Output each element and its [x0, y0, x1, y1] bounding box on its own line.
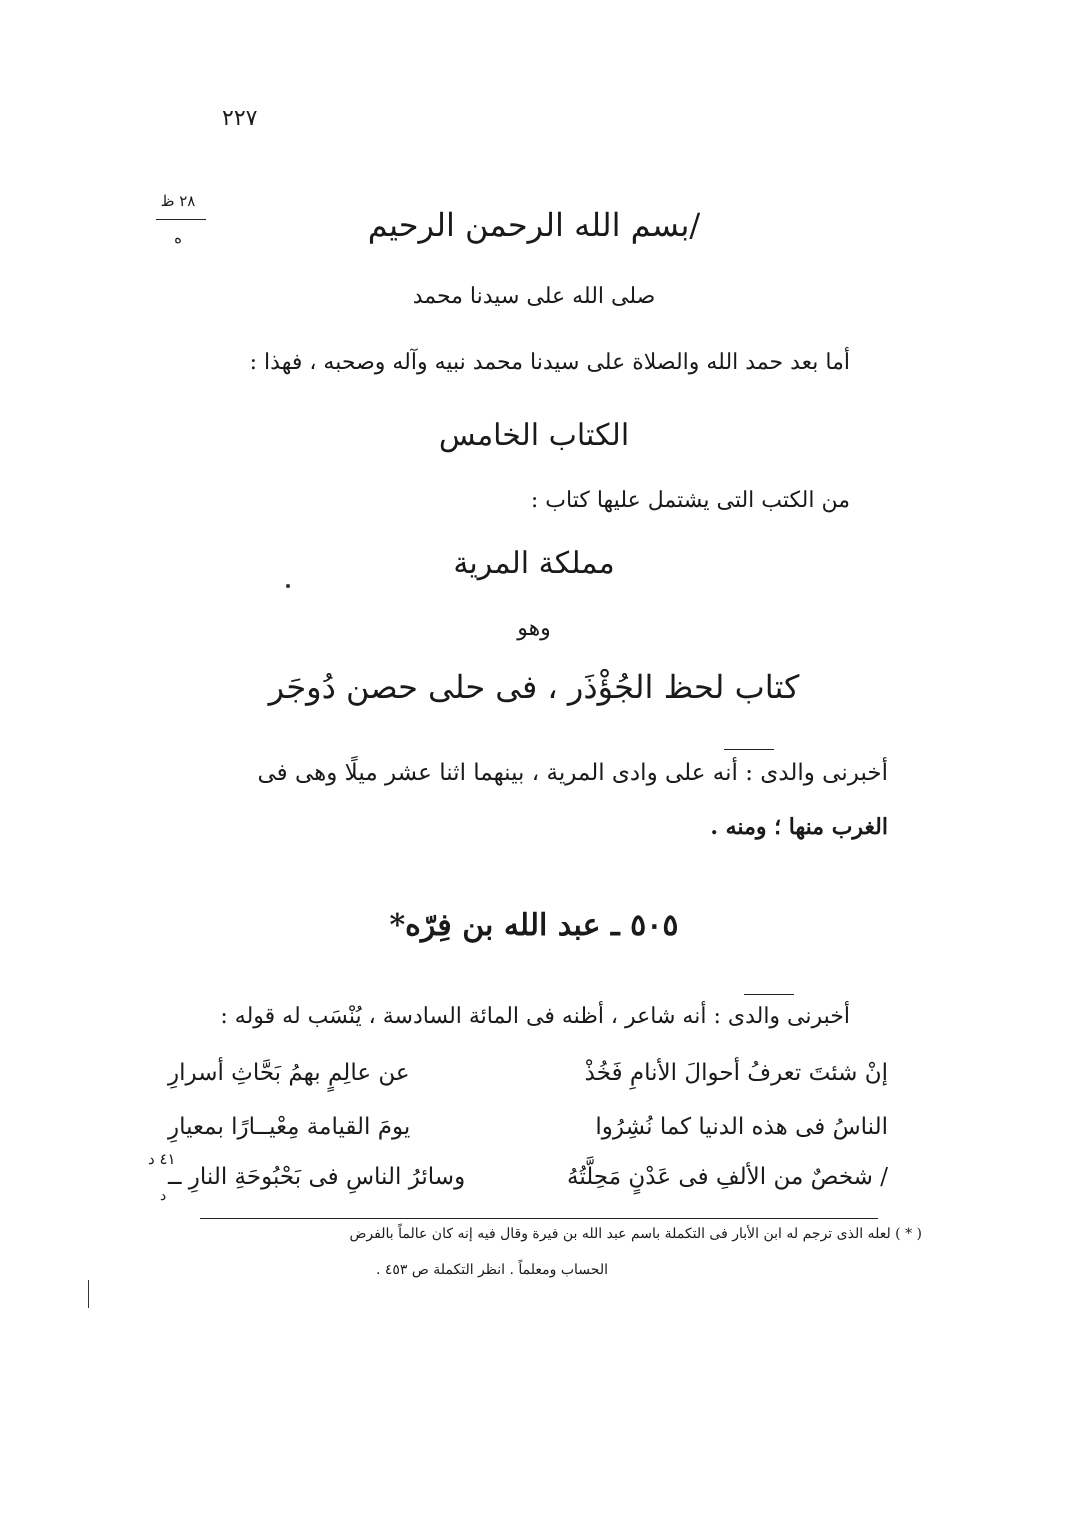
marginal-folio-mark: ٤١ د — [148, 1150, 176, 1168]
verse-first-hemistich: / شخصٌ من الألفِ فى عَدْنٍ مَحِلَّتُهُ — [567, 1164, 888, 1190]
marginal-folio-mark: د — [160, 1188, 167, 1204]
footnote-line: الحساب ومعلماً . انظر التكملة ص ٤٥٣ . — [375, 1262, 608, 1278]
verse-first-hemistich: الناسُ فى هذه الدنيا كما نُشِرُوا — [595, 1114, 888, 1140]
footnote-divider — [200, 1218, 878, 1219]
wahuwa-line: وهو — [517, 616, 551, 641]
verse-line — [168, 1060, 888, 1100]
verse-second-hemistich: عن عالِمٍ بهمُ بَحَّاثِ أسرارِ — [168, 1060, 410, 1086]
verse-second-hemistich: يومَ القيامة مِعْيــارًا بمعيارِ — [168, 1114, 411, 1140]
from-books-line: من الكتب التى يشتمل عليها كتاب : — [530, 488, 850, 513]
scan-speck — [286, 584, 290, 588]
verse-line — [168, 1164, 888, 1204]
entry-heading: ٥٠٥ ـ عبد الله بن فِرّه* — [389, 908, 679, 943]
footnote-line: ( * ) لعله الذى ترجم له ابن الأبار فى التكملة باسم عبد الله بن فيرة وقال فيه إنه كان عالماً بالفرض — [349, 1226, 922, 1242]
verse-second-hemistich: وسائرُ الناسِ فى بَحْبُوحَةِ النارِ ــ — [168, 1164, 466, 1190]
book-heading: الكتاب الخامس — [438, 418, 630, 453]
book-title: كتاب لحظ الجُؤْذَر ، فى حلى حصن دُوجَر — [268, 668, 800, 706]
folio-reference-top: ٢٨ ظ — [160, 192, 196, 210]
salawat-line: صلى الله على سيدنا محمد — [412, 284, 656, 309]
report-paragraph-line: الغرب منها ؛ ومنه . — [710, 814, 888, 840]
scan-margin-stroke — [88, 1280, 89, 1308]
kingdom-title: مملكة المرية — [453, 546, 615, 581]
verse-first-hemistich: إنْ شئتَ تعرفُ أحوالَ الأنامِ فَخُذْ — [584, 1060, 888, 1086]
folio-reference-bottom: ه — [174, 229, 182, 247]
report-paragraph-line: أخبرنى والدى : أنه شاعر ، أظنه فى المائة السادسة ، يُنْسَب له قوله : — [220, 1004, 850, 1029]
report-paragraph-line: أخبرنى والدى : أنه على وادى المرية ، بينهما اثنا عشر ميلًا وهى فى — [257, 760, 888, 786]
basmala: /بسم الله الرحمن الرحيم — [367, 206, 701, 244]
overline-mark — [744, 994, 794, 995]
overline-mark — [724, 749, 774, 750]
intro-line: أما بعد حمد الله والصلاة على سيدنا محمد نبيه وآله وصحبه ، فهذا : — [249, 350, 850, 375]
verse-line — [168, 1114, 888, 1154]
page-number: ٢٢٧ — [222, 106, 258, 131]
